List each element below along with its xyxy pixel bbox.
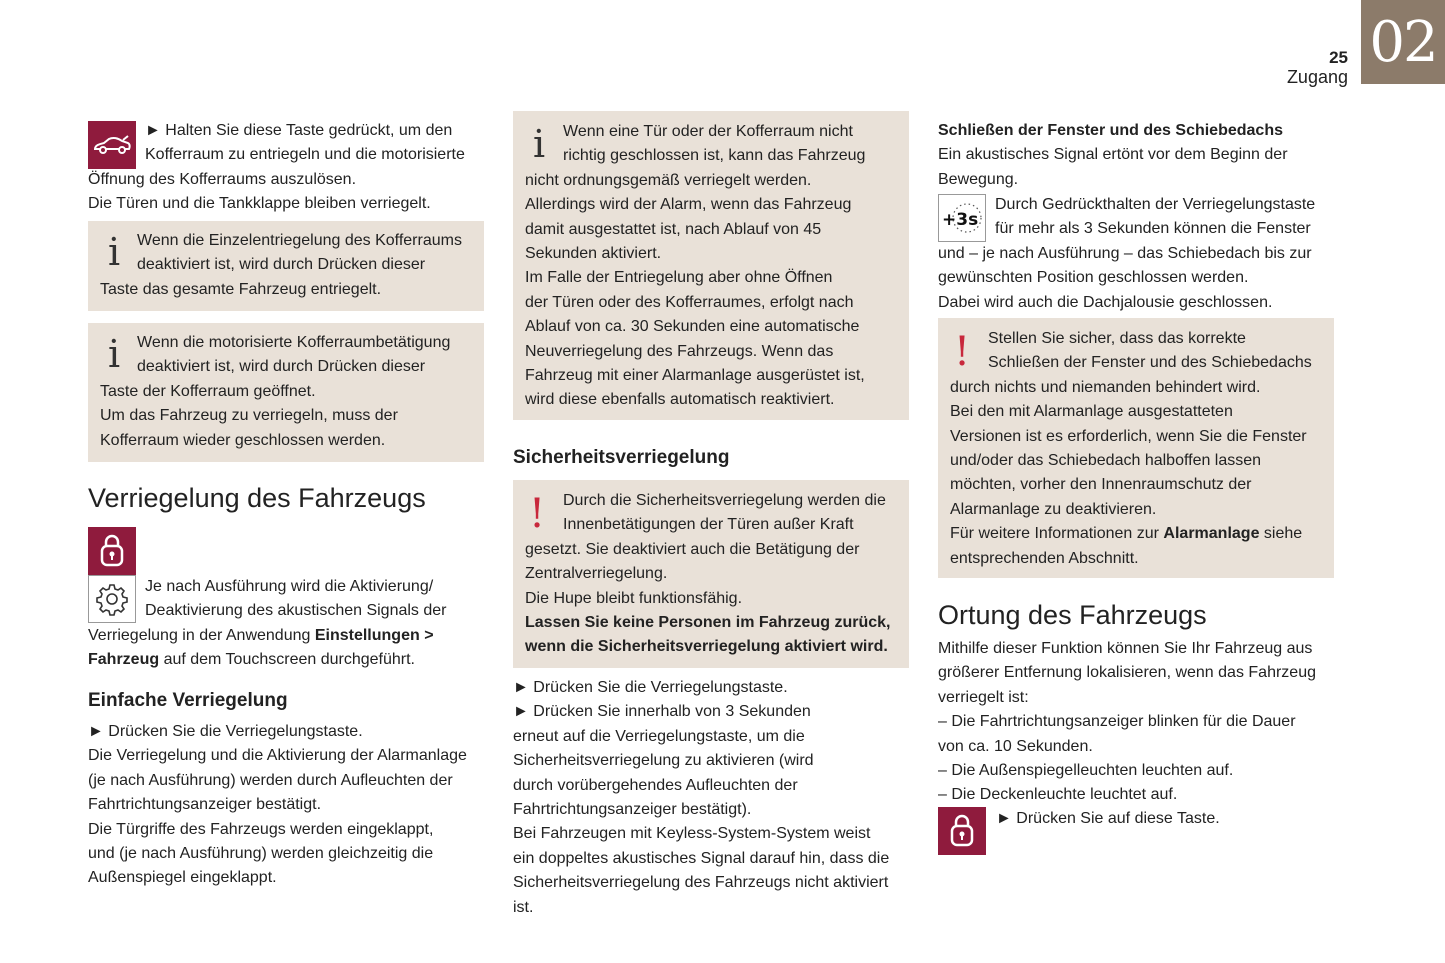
text-line: Wenn die Einzelentriegelung des Kofferraums [137, 232, 462, 249]
text-line: Fahrtrichtungsanzeiger bestätigt). [513, 801, 752, 818]
text-line: Deaktivierung des akustischen Signals der [145, 602, 447, 620]
text-line: möchten, vorher den Innenraumschutz der [950, 476, 1252, 494]
text-line: Durch Gedrückthalten der Verriegelungstaste [995, 196, 1316, 213]
bold-text: Fahrzeug [88, 651, 160, 669]
text-line: entsprechenden Abschnitt. [950, 549, 1139, 567]
text: Für weitere Informationen zur [950, 525, 1164, 543]
text-line: ► Halten Sie diese Taste gedrückt, um den [145, 122, 453, 139]
text: Verriegelung in der Anwendung [88, 626, 315, 644]
text-line: Wenn eine Tür oder der Kofferraum nicht [563, 123, 853, 140]
lock-icon [88, 527, 136, 575]
text-line: Sicherheitsverriegelung zu aktivieren (wird [513, 752, 814, 770]
text-line: verriegelt ist: [938, 688, 1029, 706]
car-trunk-icon [88, 121, 136, 169]
text-line: ► Drücken Sie die Verriegelungstaste. [88, 723, 363, 740]
text-line: größerer Entfernung lokalisieren, wenn das Fahrzeug [938, 664, 1316, 682]
text-line: Mithilfe dieser Funktion können Sie Ihr Fahrzeug aus [938, 640, 1313, 657]
text-line: Neuverriegelung des Fahrzeugs. Wenn das [525, 342, 834, 360]
text-line: Alarmanlage zu deaktivieren. [950, 500, 1157, 518]
plus-3s-timer-icon [938, 194, 986, 242]
bold-text: Lassen Sie keine Personen im Fahrzeug zurück, [525, 614, 891, 631]
text-line: Kofferraum zu entriegeln und die motorisierte [145, 146, 465, 164]
info-icon: i [533, 122, 546, 166]
warning-icon: ! [529, 491, 546, 537]
text-line: Bei Fahrzeugen mit Keyless-System-System weist [513, 825, 871, 843]
text-line: Kofferraum wieder geschlossen werden. [100, 431, 386, 449]
text: auf dem Touchscreen durchgeführt. [159, 651, 415, 669]
text-line: Taste das gesamte Fahrzeug entriegelt. [100, 280, 382, 298]
text-line: Die Hupe bleibt funktionsfähig. [525, 589, 743, 607]
chapter-tab: 02 [1361, 0, 1445, 84]
text-line: – Die Fahrtrichtungsanzeiger blinken für die Dauer [938, 713, 1296, 731]
bold-text: Alarmanlage [1163, 525, 1260, 543]
text-line: der Türen oder des Kofferraumes, erfolgt nach [525, 293, 854, 311]
text-line: und (je nach Ausführung) werden gleichzeitig die [88, 845, 434, 862]
text-line: erneut auf die Verriegelungstaste, um die [513, 727, 805, 745]
text-line: und/oder das Schiebedach halboffen lassen [950, 452, 1262, 469]
text-line: damit ausgestattet ist, nach Ablauf von 45 [525, 220, 822, 238]
lock-icon [938, 807, 986, 855]
text-line: deaktiviert ist, wird durch Drücken dieser [137, 256, 426, 274]
warning-icon: ! [954, 329, 971, 375]
text-line: Bewegung. [938, 170, 1019, 188]
text-line: (je nach Ausführung) werden durch Aufleuchten der [88, 771, 453, 789]
text-line: ► Drücken Sie innerhalb von 3 Sekunden [513, 703, 811, 721]
text-line: ein doppeltes akustisches Signal darauf hin, dass die [513, 849, 890, 867]
text-line: gesetzt. Sie deaktiviert auch die Betätigung der [525, 540, 860, 558]
text-line: deaktiviert ist, wird durch Drücken dieser [137, 358, 426, 376]
section-heading: Sicherheitsverriegelung [513, 447, 730, 468]
text-line [525, 611, 890, 635]
svg-text:+3s: +3s [942, 210, 979, 230]
text-line: Sekunden aktiviert. [525, 245, 662, 262]
bold-text: Einstellungen > [314, 626, 434, 644]
text-line: Versionen ist es erforderlich, wenn Sie die Fenster [950, 427, 1307, 445]
text-line: Taste der Kofferraum geöffnet. [100, 382, 316, 400]
text-line: Ein akustisches Signal ertönt vor dem Beginn der [938, 146, 1288, 164]
section-heading: Ortung des Fahrzeugs [938, 600, 1207, 630]
text-line: Um das Fahrzeug zu verriegeln, muss der [100, 407, 398, 425]
text-line [525, 635, 888, 659]
text-line [938, 119, 1283, 143]
text-line: wird diese ebenfalls automatisch reaktiviert. [525, 391, 835, 409]
text-line: von ca. 10 Sekunden. [938, 737, 1093, 755]
text-line: Zentralverriegelung. [525, 565, 668, 583]
text-line: Ablauf von ca. 30 Sekunden eine automatische [525, 318, 860, 336]
bold-text: Schließen der Fenster und des Schiebedachs [938, 122, 1283, 139]
info-icon: i [108, 230, 121, 274]
text-line: Allerdings wird der Alarm, wenn das Fahrzeug [525, 196, 852, 214]
text-line: Dabei wird auch die Dachjalousie geschlossen. [938, 293, 1273, 311]
text-line: Wenn die motorisierte Kofferraumbetätigung [137, 334, 451, 351]
text-line: ► Drücken Sie die Verriegelungstaste. [513, 679, 788, 696]
text-line: Schließen der Fenster und des Schiebedachs [988, 354, 1312, 372]
text-line: Bei den mit Alarmanlage ausgestatteten [950, 403, 1233, 421]
text-line [950, 522, 1302, 546]
text-line: Im Falle der Entriegelung aber ohne Öffnen [525, 269, 833, 287]
text-line: – Die Deckenleuchte leuchtet auf. [938, 786, 1178, 804]
page-number: 25 [1329, 48, 1348, 67]
text-line [88, 648, 415, 672]
text-line: Durch die Sicherheitsverriegelung werden die [563, 492, 886, 509]
text-line: Innenbetätigungen der Türen außer Kraft [563, 516, 854, 534]
text-line: Die Türen und die Tankklappe bleiben verriegelt. [88, 195, 431, 213]
text-line: für mehr als 3 Sekunden können die Fenster [995, 220, 1311, 238]
text: siehe [1259, 525, 1303, 543]
text-line [88, 624, 434, 648]
info-icon: i [108, 332, 121, 376]
text-line: gewünschten Position geschlossen werden. [938, 269, 1249, 287]
text-line: – Die Außenspiegelleuchten leuchten auf. [938, 762, 1234, 779]
text-line: Außenspiegel eingeklappt. [88, 869, 277, 887]
text-line: Fahrtrichtungsanzeiger bestätigt. [88, 796, 322, 814]
text-line: ist. [513, 898, 534, 916]
text-line: Sicherheitsverriegelung des Fahrzeugs nicht aktiviert [513, 874, 889, 892]
text-line: ► Drücken Sie auf diese Taste. [996, 810, 1220, 827]
section-heading: Verriegelung des Fahrzeugs [88, 483, 426, 513]
section-title: Zugang [1286, 67, 1348, 87]
bold-text: wenn die Sicherheitsverriegelung aktiviert wird. [525, 638, 888, 656]
text-line: und – je nach Ausführung – das Schiebedach bis zur [938, 244, 1312, 262]
text-line: durch nichts und niemanden behindert wird. [950, 378, 1261, 396]
text-line: Stellen Sie sicher, dass das korrekte [988, 330, 1246, 347]
text-line: Je nach Ausführung wird die Aktivierung/ [145, 578, 434, 595]
text-line: durch vorübergehendes Aufleuchten der [513, 776, 798, 794]
gear-icon [88, 575, 136, 623]
text-line: nicht ordnungsgemäß verriegelt werden. [525, 171, 812, 189]
text-line: richtig geschlossen ist, kann das Fahrzeug [563, 147, 866, 165]
text-line: Fahrzeug mit einer Alarmanlage ausgerüstet ist, [525, 367, 865, 384]
section-heading: Einfache Verriegelung [88, 690, 288, 711]
text-line: Die Verriegelung und die Aktivierung der Alarmanlage [88, 747, 467, 765]
text-line: Die Türgriffe des Fahrzeugs werden eingeklappt, [88, 820, 434, 838]
text-line: Öffnung des Kofferraums auszulösen. [88, 170, 357, 188]
